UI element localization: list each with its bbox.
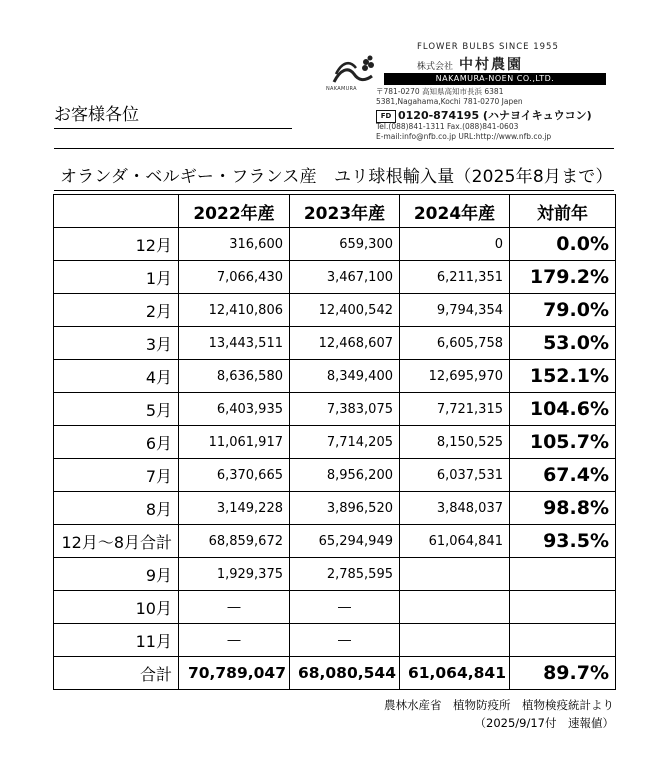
company-romanized: NAKAMURA-NOEN CO.,LTD. (384, 73, 606, 85)
freedial-phone (376, 107, 592, 123)
header-2024: 2024年産 (400, 195, 510, 228)
cell-2022: 12,410,806 (179, 294, 290, 327)
cell-2024: 61,064,841 (400, 525, 510, 558)
cell-2022: 68,859,672 (179, 525, 290, 558)
cell-yoy: 67.4% (510, 459, 616, 492)
cell-2023: 659,300 (290, 228, 400, 261)
cell-2022: 8,636,580 (179, 360, 290, 393)
date-note: （2025/9/17付 速報値） (474, 716, 614, 730)
tel-fax: Tel.(088)841-1311 Fax.(088)841-0603 (376, 122, 519, 131)
table-row (54, 360, 616, 393)
cell-2024 (400, 624, 510, 657)
header-yoy: 対前年 (510, 195, 616, 228)
source-note: 農林水産省 植物防疫所 植物検疫統計より (384, 698, 614, 712)
recipient-label: お客様各位 (54, 105, 139, 125)
cell-2024: 6,211,351 (400, 261, 510, 294)
cell-2023: ― (290, 624, 400, 657)
table-row-total (54, 657, 616, 690)
row-label: 10月 (54, 591, 179, 624)
cell-2023: 12,400,542 (290, 294, 400, 327)
total-2023: 68,080,544 (290, 657, 400, 690)
cell-yoy (510, 624, 616, 657)
cell-2023: ― (290, 591, 400, 624)
cell-2024: 6,037,531 (400, 459, 510, 492)
cell-2023: 8,349,400 (290, 360, 400, 393)
logo-caption: NAKAMURA (326, 86, 357, 92)
company-name-prefix: 株式会社 (417, 62, 454, 72)
cell-2023: 3,896,520 (290, 492, 400, 525)
cell-2022: 1,929,375 (179, 558, 290, 591)
cell-2023: 2,785,595 (290, 558, 400, 591)
cell-2022: ― (179, 624, 290, 657)
total-2022: 70,789,047 (179, 657, 290, 690)
row-label: 12月 (54, 228, 179, 261)
table-row (54, 492, 616, 525)
cell-2024 (400, 591, 510, 624)
cell-2022: 7,066,430 (179, 261, 290, 294)
cell-2023: 65,294,949 (290, 525, 400, 558)
row-label: 2月 (54, 294, 179, 327)
row-label: 4月 (54, 360, 179, 393)
table-row (54, 294, 616, 327)
table-row (54, 591, 616, 624)
cell-2022: 3,149,228 (179, 492, 290, 525)
cell-2024: 12,695,970 (400, 360, 510, 393)
cell-2023: 3,467,100 (290, 261, 400, 294)
row-label: 7月 (54, 459, 179, 492)
cell-2023: 7,383,075 (290, 393, 400, 426)
cell-yoy: 53.0% (510, 327, 616, 360)
cell-2022: 6,370,665 (179, 459, 290, 492)
row-label: 12月～8月合計 (54, 525, 179, 558)
cell-2022: 316,600 (179, 228, 290, 261)
recipient-underline (54, 128, 292, 129)
cell-yoy: 152.1% (510, 360, 616, 393)
cell-2024: 8,150,525 (400, 426, 510, 459)
cell-yoy: 98.8% (510, 492, 616, 525)
cell-yoy: 79.0% (510, 294, 616, 327)
company-name-main: 中村農園 (459, 57, 524, 73)
row-label: 8月 (54, 492, 179, 525)
cell-2023: 12,468,607 (290, 327, 400, 360)
cell-yoy (510, 558, 616, 591)
cell-2023: 8,956,200 (290, 459, 400, 492)
cell-yoy: 0.0% (510, 228, 616, 261)
cell-yoy: 179.2% (510, 261, 616, 294)
table-row (54, 459, 616, 492)
header-blank (54, 195, 179, 228)
cell-2022: 11,061,917 (179, 426, 290, 459)
address-line-2: 5381,Nagahama,Kochi 781-0270 Japen (376, 97, 523, 106)
row-label: 3月 (54, 327, 179, 360)
table-row-subtotal (54, 525, 616, 558)
title-rule-top (54, 148, 614, 149)
cell-yoy: 93.5% (510, 525, 616, 558)
table-row (54, 327, 616, 360)
report-title: オランダ・ベルギー・フランス産 ユリ球根輸入量（2025年8月まで） (60, 167, 613, 187)
total-2024: 61,064,841 (400, 657, 510, 690)
table-row (54, 393, 616, 426)
table-row (54, 426, 616, 459)
row-label: 1月 (54, 261, 179, 294)
phone-number: 0120-874195 (ハナヨイキュウコン) (398, 109, 592, 122)
cell-2024: 9,794,354 (400, 294, 510, 327)
cell-yoy (510, 591, 616, 624)
cell-2023: 7,714,205 (290, 426, 400, 459)
table-row (54, 624, 616, 657)
cell-2024: 3,848,037 (400, 492, 510, 525)
cell-2024: 0 (400, 228, 510, 261)
freedial-icon: FD (376, 110, 396, 123)
total-yoy: 89.7% (510, 657, 616, 690)
cell-yoy: 104.6% (510, 393, 616, 426)
table-row (54, 558, 616, 591)
row-label: 5月 (54, 393, 179, 426)
row-label: 11月 (54, 624, 179, 657)
table-header-row (54, 195, 616, 228)
address-line-1: 〒781-0270 高知県高知市長浜 6381 (376, 87, 504, 96)
header-2022: 2022年産 (179, 195, 290, 228)
import-volume-table (53, 194, 616, 690)
header-2023: 2023年産 (290, 195, 400, 228)
email-url: E-mail:info@nfb.co.jp URL:http://www.nfb.co.jp (376, 132, 552, 141)
table-row (54, 228, 616, 261)
row-label: 9月 (54, 558, 179, 591)
title-rule-bottom (54, 190, 614, 191)
cell-yoy: 105.7% (510, 426, 616, 459)
cell-2022: ― (179, 591, 290, 624)
total-label: 合計 (54, 657, 179, 690)
company-tagline: FLOWER BULBS SINCE 1955 (417, 42, 559, 52)
cell-2024 (400, 558, 510, 591)
cell-2024: 7,721,315 (400, 393, 510, 426)
cell-2022: 6,403,935 (179, 393, 290, 426)
row-label: 6月 (54, 426, 179, 459)
cell-2024: 6,605,758 (400, 327, 510, 360)
company-name (417, 54, 523, 74)
cell-2022: 13,443,511 (179, 327, 290, 360)
table-row (54, 261, 616, 294)
